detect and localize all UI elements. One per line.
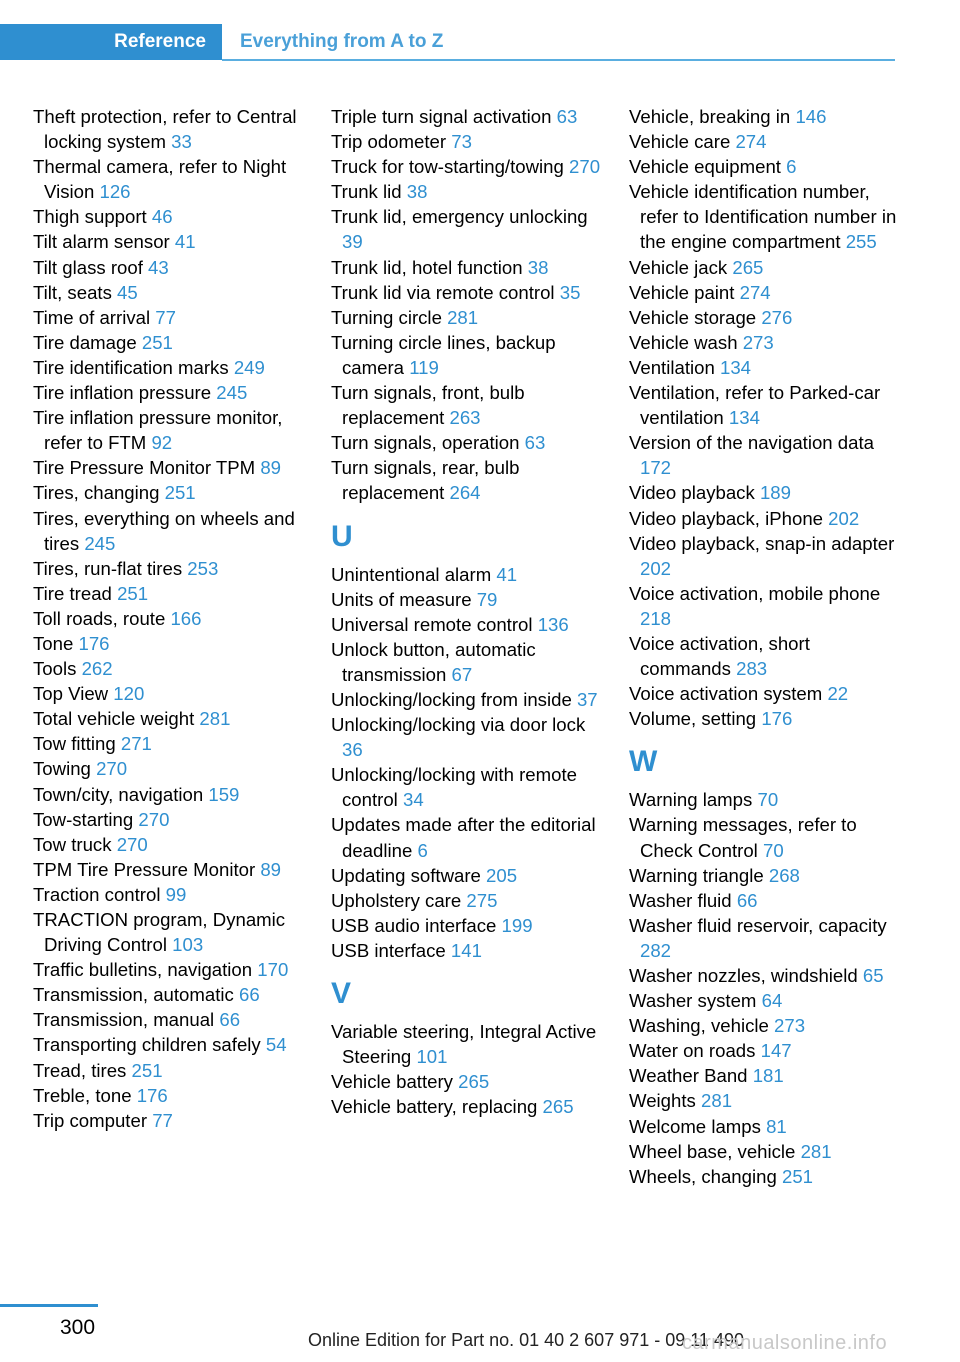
index-entry-text: Tow fitting bbox=[33, 733, 116, 755]
index-entry bbox=[331, 280, 603, 305]
index-entry-text: Tire inflation pressure monitor, refer to FTM bbox=[33, 407, 283, 454]
index-entry-text: Ventilation bbox=[629, 356, 715, 378]
page-reference-link[interactable]: 281 bbox=[199, 708, 231, 730]
index-entry-text: Ventilation, refer to Parked-car ventilation bbox=[629, 382, 881, 429]
index-entry bbox=[629, 280, 899, 305]
index-entry bbox=[33, 405, 305, 455]
index-entry bbox=[33, 782, 305, 807]
index-entry-text: Warning messages, refer to Check Control bbox=[629, 814, 857, 861]
page-reference-link[interactable]: 245 bbox=[84, 532, 116, 554]
page-reference-link[interactable]: 120 bbox=[113, 683, 145, 705]
page-reference-link[interactable]: 251 bbox=[117, 582, 149, 604]
page-reference-link[interactable]: 202 bbox=[828, 507, 860, 529]
index-entry-text: Unintentional alarm bbox=[331, 563, 492, 585]
index-entry-text: Trip odometer bbox=[331, 131, 447, 153]
page-reference-link[interactable]: 64 bbox=[761, 990, 783, 1012]
page-reference-link[interactable]: 38 bbox=[527, 256, 549, 278]
index-entry bbox=[331, 712, 603, 762]
index-entry-text: Transmission, automatic bbox=[33, 984, 234, 1006]
index-entry-text: Vehicle wash bbox=[629, 331, 738, 353]
index-entry-text: Vehicle jack bbox=[629, 256, 728, 278]
index-entry bbox=[331, 1069, 603, 1094]
index-entry-text: Tires, everything on wheels and tires bbox=[33, 507, 295, 554]
index-entry-text: Voice activation, short commands bbox=[629, 632, 810, 680]
index-entry-text: Tow truck bbox=[33, 833, 112, 855]
index-column-3 bbox=[629, 104, 899, 1189]
index-entry bbox=[33, 280, 305, 305]
index-entry-text: Trunk lid, emergency unlocking bbox=[331, 206, 588, 228]
page-reference-link[interactable]: 92 bbox=[151, 432, 173, 454]
index-entry bbox=[33, 857, 305, 882]
index-entry bbox=[33, 455, 305, 480]
index-entry bbox=[629, 1038, 899, 1063]
page-reference-link[interactable]: 274 bbox=[735, 131, 767, 153]
index-entry bbox=[629, 104, 899, 129]
page-reference-link[interactable]: 63 bbox=[556, 106, 578, 127]
index-entry bbox=[33, 1007, 305, 1032]
index-entry-text: Upholstery care bbox=[331, 889, 462, 911]
index-entry-text: Turning circle bbox=[331, 306, 442, 328]
page-reference-link[interactable]: 205 bbox=[486, 864, 518, 886]
index-entry bbox=[331, 812, 603, 862]
index-entry-text: Traffic bulletins, navigation bbox=[33, 959, 253, 981]
index-entry bbox=[629, 863, 899, 888]
index-entry bbox=[33, 1083, 305, 1108]
page-reference-link[interactable]: 265 bbox=[542, 1096, 574, 1118]
page-reference-link[interactable]: 77 bbox=[152, 1109, 173, 1131]
index-entry bbox=[33, 882, 305, 907]
page-reference-link[interactable]: 159 bbox=[208, 783, 240, 805]
page-reference-link[interactable]: 283 bbox=[736, 658, 768, 680]
index-entry bbox=[33, 832, 305, 857]
index-letter-heading: W bbox=[629, 745, 658, 779]
page-reference-link[interactable]: 176 bbox=[78, 632, 110, 654]
index-entry-text: Vehicle storage bbox=[629, 306, 757, 328]
index-entry bbox=[629, 1114, 899, 1139]
index-entry bbox=[331, 204, 603, 254]
index-entry bbox=[33, 104, 305, 154]
page-reference-link[interactable]: 35 bbox=[559, 281, 581, 303]
page-reference-link[interactable]: 251 bbox=[141, 331, 173, 353]
page-reference-link[interactable]: 270 bbox=[138, 808, 170, 830]
index-entry-text: TPM Tire Pressure Monitor bbox=[33, 858, 256, 880]
page-reference-link[interactable]: 66 bbox=[238, 984, 260, 1006]
page-reference-link[interactable]: 199 bbox=[501, 914, 533, 936]
page-reference-link[interactable]: 66 bbox=[736, 889, 758, 911]
index-entry bbox=[331, 455, 603, 505]
page-reference-link[interactable]: 265 bbox=[732, 256, 764, 278]
index-entry bbox=[629, 1164, 899, 1189]
index-entry bbox=[629, 1013, 899, 1038]
index-entry bbox=[331, 129, 603, 154]
index-entry bbox=[33, 1032, 305, 1057]
index-entry-text: Vehicle care bbox=[629, 131, 731, 153]
index-entry-text: Vehicle paint bbox=[629, 281, 735, 303]
index-entry-text: Turn signals, front, bulb replacement bbox=[331, 382, 525, 429]
page-reference-link[interactable]: 176 bbox=[136, 1084, 168, 1106]
index-entry-text: Washer fluid bbox=[629, 889, 732, 911]
index-entry bbox=[33, 631, 305, 656]
page-reference-link[interactable]: 73 bbox=[451, 131, 472, 153]
index-entry bbox=[629, 706, 899, 731]
section-title: Everything from A to Z bbox=[240, 31, 444, 52]
page-reference-link[interactable]: 34 bbox=[402, 789, 424, 811]
index-entry bbox=[33, 606, 305, 631]
index-entry-text: Treble, tone bbox=[33, 1084, 132, 1106]
index-entry-text: Washer fluid reservoir, capacity bbox=[629, 914, 887, 936]
index-entry-text: Tire Pressure Monitor TPM bbox=[33, 457, 256, 479]
index-entry bbox=[33, 656, 305, 681]
page-reference-link[interactable]: 38 bbox=[406, 181, 428, 203]
index-entry bbox=[33, 506, 305, 556]
index-entry-text: USB interface bbox=[331, 939, 446, 961]
index-entry bbox=[331, 305, 603, 330]
index-entry-text: Units of measure bbox=[331, 588, 472, 610]
index-entry-text: Total vehicle weight bbox=[33, 708, 195, 730]
index-entry-text: Thermal camera, refer to Night Vision bbox=[33, 156, 287, 203]
page-reference-link[interactable]: 273 bbox=[742, 331, 774, 353]
index-entry bbox=[629, 255, 899, 280]
page-reference-link[interactable]: 270 bbox=[116, 833, 148, 855]
page-reference-link[interactable]: 176 bbox=[761, 708, 793, 730]
page-reference-link[interactable]: 41 bbox=[174, 231, 196, 253]
page-reference-link[interactable]: 281 bbox=[447, 306, 479, 328]
index-entry-text: Unlock button, automatic transmission bbox=[331, 638, 536, 685]
index-entry bbox=[629, 787, 899, 812]
index-entry bbox=[629, 531, 899, 581]
page-reference-link[interactable]: 251 bbox=[781, 1165, 814, 1187]
index-entry-text: Theft protection, refer to Central locking system bbox=[33, 106, 297, 153]
page-reference-link[interactable]: 79 bbox=[476, 588, 498, 610]
index-entry bbox=[331, 154, 603, 179]
index-entry-text: Towing bbox=[33, 758, 91, 780]
index-entry bbox=[629, 581, 899, 631]
index-column-1 bbox=[33, 104, 305, 1133]
page-reference-link[interactable]: 46 bbox=[151, 206, 173, 228]
index-entry bbox=[629, 430, 899, 480]
index-entry-text: Unlocking/locking with remote control bbox=[331, 764, 577, 811]
index-entry-text: Washer nozzles, windshield bbox=[629, 965, 858, 986]
page-reference-link[interactable]: 271 bbox=[120, 733, 152, 755]
index-entry bbox=[33, 807, 305, 832]
page-header bbox=[0, 24, 895, 62]
page-number: 300 bbox=[60, 1316, 96, 1339]
index-entry bbox=[331, 938, 603, 963]
index-entry-text: Tire tread bbox=[33, 582, 112, 604]
index-entry-text: Transporting children safely bbox=[33, 1034, 261, 1056]
page-reference-link[interactable]: 65 bbox=[862, 965, 884, 986]
index-entry bbox=[331, 380, 603, 430]
page-reference-link[interactable]: 263 bbox=[449, 407, 481, 429]
index-entry-text: Variable steering, Integral Active Steering bbox=[331, 1021, 597, 1068]
page-reference-link[interactable]: 264 bbox=[449, 482, 481, 504]
index-entry-text: Triple turn signal activation bbox=[331, 106, 552, 127]
index-entry-text: Tread, tires bbox=[33, 1059, 127, 1081]
page-reference-link[interactable]: 281 bbox=[800, 1140, 832, 1162]
index-entry bbox=[33, 330, 305, 355]
index-entry bbox=[629, 129, 899, 154]
index-entry-text: Wheels, changing bbox=[629, 1165, 777, 1187]
page-reference-link[interactable]: 274 bbox=[739, 281, 771, 303]
index-entry bbox=[33, 255, 305, 280]
index-entry bbox=[33, 731, 305, 756]
reference-tab[interactable]: Reference bbox=[0, 24, 222, 60]
index-entry-text: Weather Band bbox=[629, 1065, 748, 1087]
index-entry bbox=[331, 587, 603, 612]
index-entry bbox=[33, 706, 305, 731]
index-entry-text: Trunk lid via remote control bbox=[331, 281, 555, 303]
index-entry bbox=[629, 913, 899, 963]
index-entry-text: Tone bbox=[33, 632, 74, 654]
index-entry-text: Volume, setting bbox=[629, 708, 757, 730]
page-reference-link[interactable]: 126 bbox=[99, 181, 131, 203]
header-divider bbox=[222, 59, 895, 61]
index-entry bbox=[331, 888, 603, 913]
index-entry bbox=[331, 255, 603, 280]
index-entry-text: Video playback, snap-in adapter bbox=[629, 532, 895, 554]
page-reference-link[interactable]: 63 bbox=[524, 432, 546, 454]
index-entry-text: Thigh support bbox=[33, 206, 147, 228]
footer-divider bbox=[0, 1304, 98, 1307]
page-reference-link[interactable]: 265 bbox=[458, 1071, 490, 1093]
page-reference-link[interactable]: 67 bbox=[451, 663, 473, 685]
index-entry-text: Turn signals, operation bbox=[331, 432, 520, 454]
page-reference-link[interactable]: 89 bbox=[260, 858, 282, 880]
page-reference-link[interactable]: 141 bbox=[450, 939, 482, 961]
page-reference-link[interactable]: 189 bbox=[759, 482, 791, 504]
index-entry-text: Washing, vehicle bbox=[629, 1015, 769, 1037]
index-entry-text: Washer system bbox=[629, 990, 757, 1012]
page-reference-link[interactable]: 39 bbox=[342, 231, 363, 253]
index-entry-text: Vehicle, breaking in bbox=[629, 106, 791, 127]
page-reference-link[interactable]: 255 bbox=[845, 231, 877, 253]
index-entry bbox=[629, 888, 899, 913]
index-entry-text: Version of the navigation data bbox=[629, 432, 874, 454]
index-entry-text: Top View bbox=[33, 683, 109, 705]
page-reference-link[interactable]: 101 bbox=[416, 1046, 448, 1068]
index-entry bbox=[33, 229, 305, 254]
page-reference-link[interactable]: 249 bbox=[233, 356, 265, 378]
page-reference-link[interactable]: 41 bbox=[496, 563, 518, 585]
index-entry-text: Warning triangle bbox=[629, 864, 764, 886]
page-reference-link[interactable]: 273 bbox=[774, 1015, 806, 1037]
index-entry bbox=[629, 631, 899, 681]
index-entry-text: Tires, changing bbox=[33, 482, 160, 504]
index-entry bbox=[331, 1094, 603, 1119]
index-entry bbox=[33, 380, 305, 405]
index-entry-text: Unlocking/locking from inside bbox=[331, 688, 572, 710]
index-entry-text: Voice activation, mobile phone bbox=[629, 582, 881, 604]
index-entry bbox=[629, 154, 899, 179]
page-reference-link[interactable]: 282 bbox=[640, 939, 672, 961]
index-entry-text: Voice activation system bbox=[629, 683, 823, 705]
index-entry bbox=[33, 907, 305, 957]
page-reference-link[interactable]: 22 bbox=[827, 683, 849, 705]
index-entry-text: Tools bbox=[33, 658, 77, 680]
index-entry bbox=[331, 430, 603, 455]
page-reference-link[interactable]: 146 bbox=[795, 106, 827, 127]
page-reference-link[interactable]: 253 bbox=[187, 557, 219, 579]
index-entry-text: Updates made after the editorial deadline bbox=[331, 814, 596, 861]
index-entry-text: Water on roads bbox=[629, 1040, 756, 1062]
page-reference-link[interactable]: 218 bbox=[640, 607, 672, 629]
index-entry bbox=[629, 812, 899, 862]
page-reference-link[interactable]: 202 bbox=[640, 557, 672, 579]
index-entry-text: Toll roads, route bbox=[33, 607, 166, 629]
index-entry-text: Weights bbox=[629, 1090, 696, 1112]
index-entry bbox=[629, 1139, 899, 1164]
index-entry bbox=[331, 612, 603, 637]
index-entry bbox=[33, 154, 305, 204]
index-entry bbox=[33, 957, 305, 982]
page-reference-link[interactable]: 276 bbox=[761, 306, 793, 328]
page-reference-link[interactable]: 70 bbox=[762, 839, 784, 861]
index-entry bbox=[33, 982, 305, 1007]
index-entry bbox=[629, 305, 899, 330]
index-entry bbox=[331, 562, 603, 587]
page-reference-link[interactable]: 89 bbox=[260, 457, 282, 479]
index-entry bbox=[629, 480, 899, 505]
index-entry bbox=[33, 1108, 305, 1133]
index-entry bbox=[33, 1058, 305, 1083]
index-entry-text: Tow-starting bbox=[33, 808, 134, 830]
index-entry bbox=[331, 1019, 603, 1069]
page-reference-link[interactable]: 33 bbox=[171, 131, 192, 153]
index-entry bbox=[33, 681, 305, 706]
page-reference-link[interactable]: 166 bbox=[170, 607, 202, 629]
page-reference-link[interactable]: 136 bbox=[537, 613, 569, 635]
index-entry bbox=[33, 204, 305, 229]
page-reference-link[interactable]: 251 bbox=[164, 482, 196, 504]
index-entry bbox=[33, 305, 305, 330]
index-entry-text: Wheel base, vehicle bbox=[629, 1140, 796, 1162]
index-entry bbox=[629, 963, 899, 988]
index-entry bbox=[629, 355, 899, 380]
index-entry bbox=[331, 913, 603, 938]
page-reference-link[interactable]: 170 bbox=[257, 959, 289, 981]
index-entry-text: Tilt, seats bbox=[33, 281, 112, 303]
index-entry bbox=[629, 988, 899, 1013]
index-entry bbox=[331, 762, 603, 812]
page-reference-link[interactable]: 119 bbox=[409, 356, 439, 378]
index-entry bbox=[629, 506, 899, 531]
page-reference-link[interactable]: 262 bbox=[81, 658, 113, 680]
index-entry-text: Trip computer bbox=[33, 1109, 148, 1131]
index-entry-text: Tires, run-flat tires bbox=[33, 557, 183, 579]
index-entry-text: Time of arrival bbox=[33, 306, 151, 328]
page-reference-link[interactable]: 81 bbox=[766, 1115, 787, 1137]
index-entry bbox=[331, 637, 603, 687]
index-entry bbox=[629, 380, 899, 430]
index-entry-text: Warning lamps bbox=[629, 789, 753, 811]
index-letter-heading: V bbox=[331, 977, 352, 1010]
index-entry-text: Vehicle battery bbox=[331, 1071, 453, 1093]
index-entry-text: Transmission, manual bbox=[33, 1009, 215, 1031]
index-entry-text: Unlocking/locking via door lock bbox=[331, 714, 586, 736]
page-reference-link[interactable]: 37 bbox=[576, 688, 598, 710]
page-reference-link[interactable]: 245 bbox=[216, 382, 248, 404]
page-reference-link[interactable]: 251 bbox=[131, 1059, 163, 1081]
index-entry-text: Turning circle lines, backup camera bbox=[331, 331, 556, 378]
index-entry bbox=[33, 756, 305, 781]
page-reference-link[interactable]: 6 bbox=[417, 839, 428, 861]
page-reference-link[interactable]: 103 bbox=[172, 934, 204, 956]
index-entry-text: Video playback, iPhone bbox=[629, 507, 823, 529]
index-entry bbox=[33, 581, 305, 606]
index-entry bbox=[33, 480, 305, 505]
index-entry bbox=[629, 1088, 899, 1113]
index-entry-text: Trunk lid bbox=[331, 181, 402, 203]
index-entry-text: TRACTION program, Dynamic Driving Control bbox=[33, 909, 286, 956]
index-entry-text: Tilt alarm sensor bbox=[33, 231, 170, 253]
index-entry bbox=[331, 330, 603, 380]
index-entry-text: Turn signals, rear, bulb replacement bbox=[331, 457, 520, 504]
index-entry-text: Vehicle equipment bbox=[629, 156, 781, 178]
index-column-2 bbox=[331, 104, 603, 1119]
index-entry bbox=[629, 681, 899, 706]
page-reference-link[interactable]: 270 bbox=[569, 156, 601, 178]
index-entry bbox=[331, 104, 603, 129]
page-reference-link[interactable]: 172 bbox=[640, 457, 672, 479]
page-reference-link[interactable]: 134 bbox=[728, 407, 760, 429]
index-entry-text: Universal remote control bbox=[331, 613, 533, 635]
index-letter-heading: U bbox=[331, 519, 353, 553]
index-entry-text: Vehicle identification number, refer to Identification number in the engine compartment bbox=[629, 181, 897, 253]
index-entry-text: Tire damage bbox=[33, 331, 137, 353]
index-entry-text: Welcome lamps bbox=[629, 1115, 761, 1137]
page-reference-link[interactable]: 66 bbox=[219, 1009, 241, 1031]
index-entry-text: Town/city, navigation bbox=[33, 783, 204, 805]
index-entry bbox=[629, 330, 899, 355]
page-reference-link[interactable]: 70 bbox=[757, 789, 779, 811]
index-entry-text: Trunk lid, hotel function bbox=[331, 256, 523, 278]
index-entry-text: Updating software bbox=[331, 864, 481, 886]
index-entry bbox=[629, 179, 899, 254]
index-entry-text: Tire identification marks bbox=[33, 356, 229, 378]
index-entry-text: Tire inflation pressure bbox=[33, 382, 212, 404]
index-entry bbox=[331, 687, 603, 712]
page-reference-link[interactable]: 77 bbox=[155, 306, 176, 328]
page-reference-link[interactable]: 134 bbox=[719, 356, 752, 378]
index-entry bbox=[33, 556, 305, 581]
index-entry-text: Truck for tow-starting/towing bbox=[331, 156, 564, 178]
index-entry-text: Vehicle battery, replacing bbox=[331, 1096, 538, 1118]
edition-note: Online Edition for Part no. 01 40 2 607 971 - 09 11 490 bbox=[308, 1330, 744, 1350]
index-entry-text: USB audio interface bbox=[331, 914, 497, 936]
page-reference-link[interactable]: 6 bbox=[786, 156, 797, 178]
index-entry-text: Tilt glass roof bbox=[33, 256, 143, 278]
page-reference-link[interactable]: 275 bbox=[466, 889, 498, 911]
page-reference-link[interactable]: 270 bbox=[96, 758, 128, 780]
page-reference-link[interactable]: 99 bbox=[165, 883, 187, 905]
index-entry bbox=[331, 179, 603, 204]
index-entry-text: Video playback bbox=[629, 482, 755, 504]
index-entry bbox=[331, 863, 603, 888]
index-entry bbox=[33, 355, 305, 380]
page-reference-link[interactable]: 181 bbox=[752, 1065, 784, 1087]
page-reference-link[interactable]: 147 bbox=[760, 1040, 792, 1062]
index-entry bbox=[629, 1063, 899, 1088]
page-reference-link[interactable]: 43 bbox=[148, 256, 169, 278]
watermark: carmanualsonline.info bbox=[682, 1332, 888, 1354]
page-reference-link[interactable]: 54 bbox=[265, 1034, 287, 1056]
index-entry-text: Traction control bbox=[33, 883, 161, 905]
page-reference-link[interactable]: 268 bbox=[768, 864, 800, 886]
page-reference-link[interactable]: 281 bbox=[701, 1090, 733, 1112]
page-reference-link[interactable]: 45 bbox=[117, 281, 138, 303]
page-reference-link[interactable]: 36 bbox=[342, 739, 363, 761]
